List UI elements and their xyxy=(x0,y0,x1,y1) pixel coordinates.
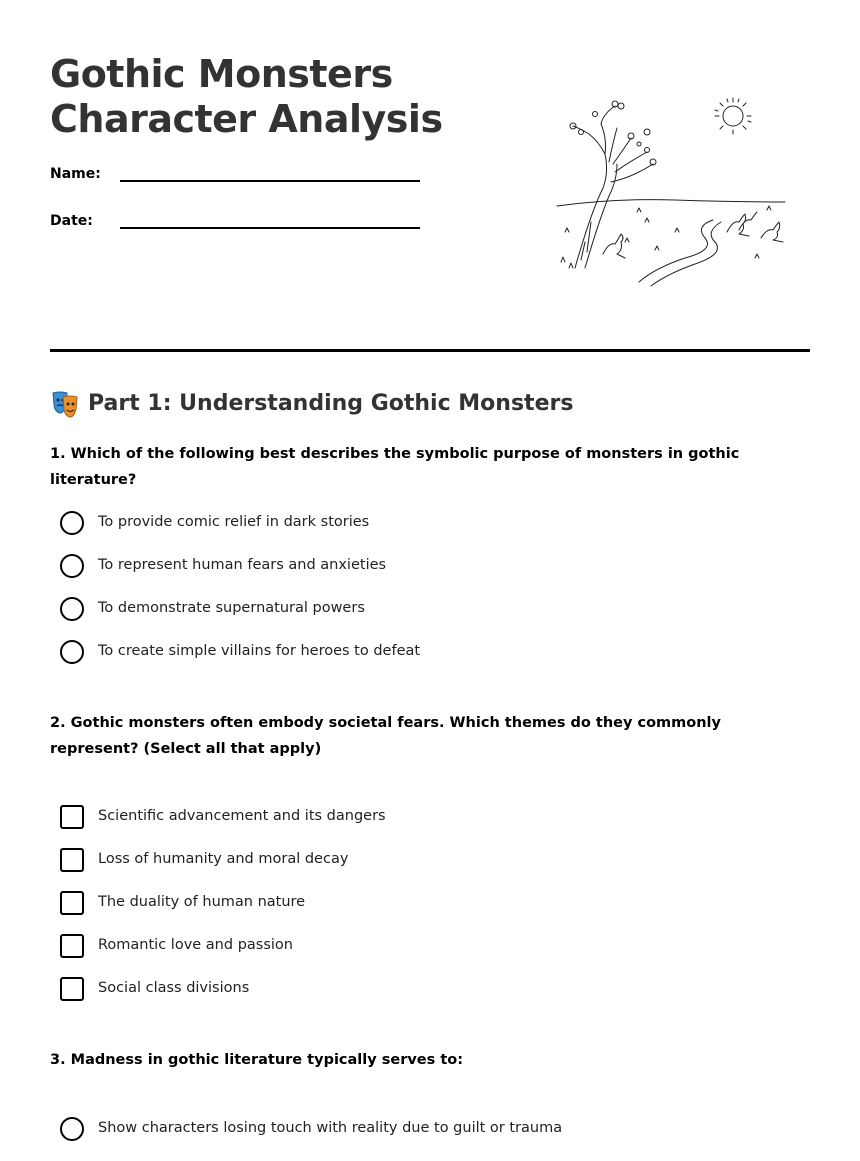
question-2: 2. Gothic monsters often embody societal fears. Which themes do they commonly represent? (Select all that apply) xyxy=(50,715,721,757)
checkbox[interactable] xyxy=(60,934,84,958)
list-item[interactable] xyxy=(60,629,800,672)
option-label: The duality of human nature xyxy=(98,893,306,910)
worksheet-header xyxy=(50,0,810,352)
name-field[interactable] xyxy=(50,166,420,196)
part1-title: Part 1: Understanding Gothic Monsters xyxy=(88,391,574,416)
list-item[interactable] xyxy=(60,500,800,543)
question-1: 1. Which of the following best describes the symbolic purpose of monsters in gothic literature? xyxy=(50,446,740,488)
worksheet-page xyxy=(50,0,810,1136)
option-label: To create simple villains for heroes to defeat xyxy=(98,642,421,659)
radio-button[interactable] xyxy=(60,640,84,664)
date-input-line[interactable] xyxy=(120,227,420,229)
part1-heading xyxy=(50,388,573,420)
checkbox[interactable] xyxy=(60,848,84,872)
outback-tree-illustration xyxy=(555,92,795,292)
option-label: Loss of humanity and moral decay xyxy=(98,850,349,867)
tree-icon xyxy=(575,154,607,268)
list-item[interactable] xyxy=(60,1106,800,1149)
question-3: 3. Madness in gothic literature typically serves to: xyxy=(50,1052,464,1068)
checkbox[interactable] xyxy=(60,977,84,1001)
list-item[interactable] xyxy=(60,543,800,586)
radio-button[interactable] xyxy=(60,597,84,621)
section-divider xyxy=(50,349,810,352)
list-item[interactable] xyxy=(60,880,800,923)
list-item[interactable] xyxy=(60,923,800,966)
sun-icon xyxy=(715,98,751,134)
question-1-options xyxy=(60,500,800,672)
option-label: Romantic love and passion xyxy=(98,936,293,953)
option-label: Scientific advancement and its dangers xyxy=(98,807,386,824)
option-label: To demonstrate supernatural powers xyxy=(98,599,365,616)
checkbox[interactable] xyxy=(60,891,84,915)
question-2-options xyxy=(60,794,800,1009)
name-label: Name: xyxy=(50,166,101,182)
option-label: Show characters losing touch with reality due to guilt or trauma xyxy=(98,1119,563,1136)
list-item[interactable] xyxy=(60,966,800,1009)
option-label: To represent human fears and anxieties xyxy=(98,556,387,573)
radio-button[interactable] xyxy=(60,554,84,578)
date-field[interactable] xyxy=(50,213,420,243)
title-line-2: Character Analysis xyxy=(50,97,443,141)
page-title xyxy=(50,52,443,142)
theater-masks-icon xyxy=(50,389,80,419)
question-3-options xyxy=(60,1106,800,1149)
name-input-line[interactable] xyxy=(120,180,420,182)
option-label: To provide comic relief in dark stories xyxy=(98,513,370,530)
option-label: Social class divisions xyxy=(98,979,250,996)
date-label: Date: xyxy=(50,213,93,229)
kangaroo-icon xyxy=(603,234,625,258)
radio-button[interactable] xyxy=(60,1117,84,1141)
list-item[interactable] xyxy=(60,586,800,629)
checkbox[interactable] xyxy=(60,805,84,829)
title-line-1: Gothic Monsters xyxy=(50,52,393,96)
radio-button[interactable] xyxy=(60,511,84,535)
list-item[interactable] xyxy=(60,837,800,880)
list-item[interactable] xyxy=(60,794,800,837)
